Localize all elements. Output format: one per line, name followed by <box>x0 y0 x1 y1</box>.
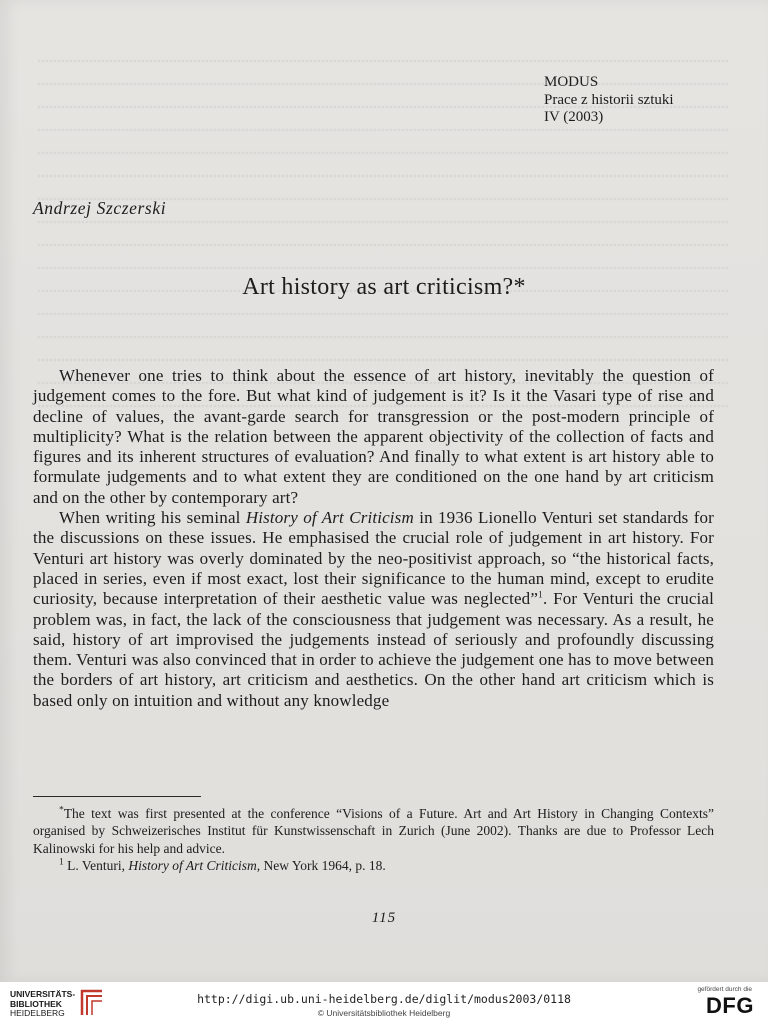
body-text: . For Venturi the crucial problem was, in fact, the lack of the consciousness that judgement was necessary. As a result, he said, history of art improvised the judgements instead of seriously and profoundly discussing them. Venturi was also convinced that in order to achieve the judgement one has to move between the borders of art history, art criticism and aesthetics. On the other hand art criticism which is based only on intuition and without any knowledge <box>33 589 714 710</box>
journal-name: MODUS <box>544 74 599 90</box>
dfg-logo[interactable]: DFG <box>706 993 754 1018</box>
body-paragraph <box>33 508 714 711</box>
library-name-line: HEIDELBERG <box>10 1008 65 1018</box>
author-name: Andrzej Szczerski <box>33 198 167 218</box>
funder-label: gefördert durch die <box>697 986 752 993</box>
footnote-text: , New York 1964, p. 18. <box>256 858 386 874</box>
footnotes <box>33 805 714 875</box>
journal-volume: IV (2003) <box>544 109 604 125</box>
article-title: Art history as art criticism?* <box>242 274 526 300</box>
body-text: in 1936 Lionello Venturi set standards for the discussions on these issues. He emphasised the crucial role of judgement in art history. For Venturi art history was overly dominated by the neo-positivist approach, so “the historical facts, placed in series, even if most exact, lost their significance to the human mind, except to erudite curiosity, because interpretation of their aesthetic value was neglected” <box>33 508 714 609</box>
footnote-star <box>33 805 714 857</box>
footnote-mark: * <box>59 805 64 816</box>
book-title: History of Art Criticism <box>128 858 257 874</box>
book-title: History of Art Criticism <box>245 508 414 528</box>
footnote-reference: 1 <box>538 590 543 601</box>
footnote-text: The text was first presented at the conference “Visions of a Future. Art and Art History in Changing Contexts” organised by Schweizerisches Institut für Kunstwissenschaft in Zurich (June 2002). Thanks are due to Professor Lech Kalinowski for his help and advice. <box>33 806 714 856</box>
footnote-mark: 1 <box>59 857 64 868</box>
body-text: When writing his seminal <box>59 508 246 528</box>
article-body <box>33 366 714 711</box>
source-url-link[interactable]: http://digi.ub.uni-heidelberg.de/diglit/modus2003/0118 <box>197 992 571 1006</box>
library-name-line: BIBLIOTHEK <box>10 998 62 1009</box>
library-name-line: UNIVERSITÄTS- <box>10 989 76 999</box>
copyright-notice: © Universitätsbibliothek Heidelberg <box>317 1008 451 1018</box>
footnote-text: L. Venturi, <box>63 858 129 874</box>
body-paragraph: Whenever one tries to think about the essence of art history, inevitably the question of judgement comes to the fore. But what kind of judgement is it? Is it the Vasari type of rise and decline of values, the avant-garde search for transgression or the post-modern principle of multiplicity? What is the relation between the apparent objectivity of the collection of facts and figures and its inherent structures of evaluation? And finally to what extent is art history able to formulate judgements and to what extent they are conditioned on the one hand by art criticism and on the other by contemporary art? <box>33 366 714 507</box>
journal-series: Prace z historii sztuki <box>544 91 674 108</box>
footer-bar <box>0 982 768 1024</box>
journal-header <box>544 74 674 127</box>
footnote-1 <box>33 857 714 874</box>
footnote-separator <box>33 796 201 797</box>
page-number: 115 <box>371 910 397 926</box>
